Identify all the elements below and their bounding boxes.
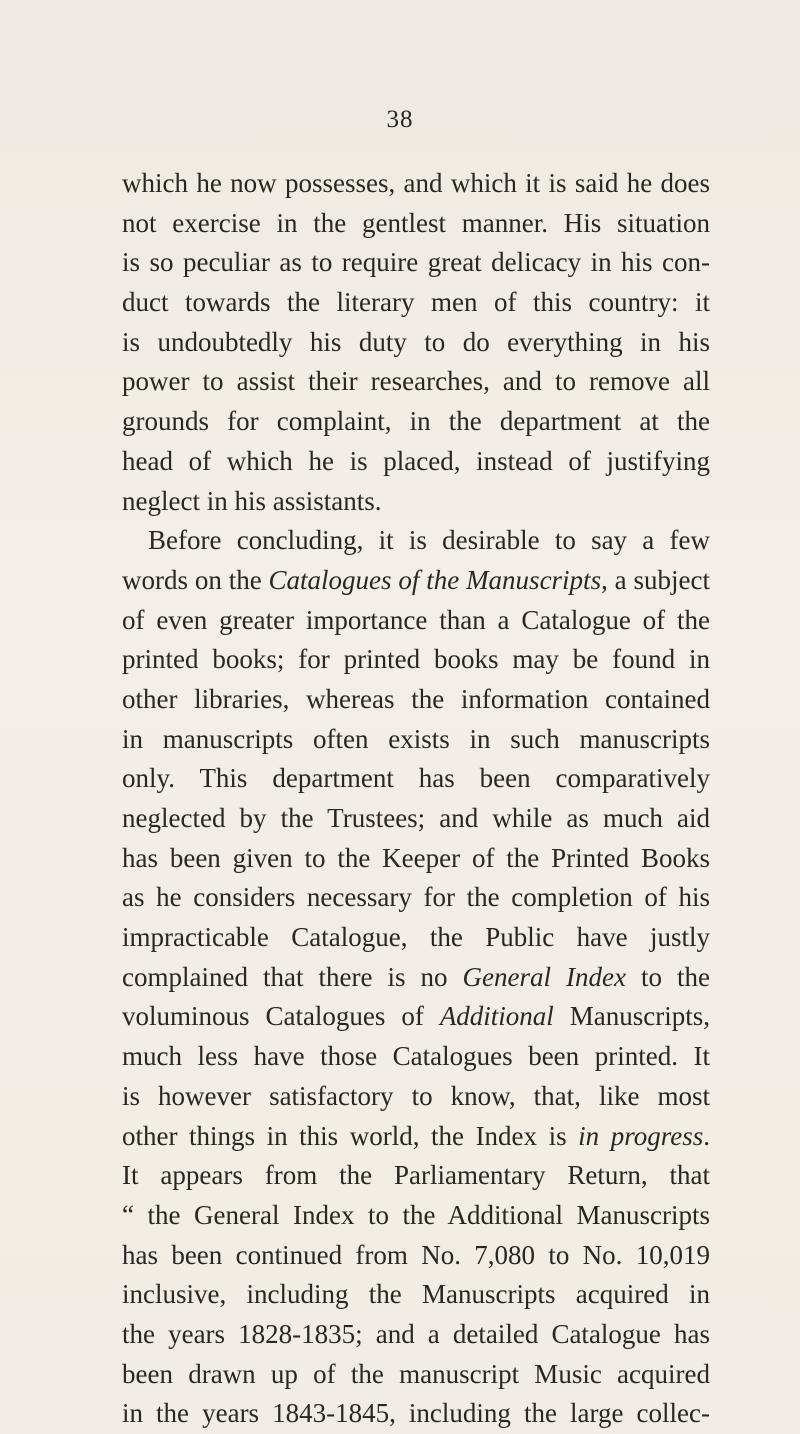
text-line: in manuscripts often exists in such manuscripts xyxy=(122,723,710,754)
text-line: head of which he is placed, instead of justifying xyxy=(122,445,710,476)
italic-segment: General Index xyxy=(462,961,626,992)
italic-segment: in progress xyxy=(578,1120,704,1151)
text-line: printed books; for printed books may be found in xyxy=(122,644,710,675)
text-segment: other things in this world, the Index is xyxy=(122,1120,579,1151)
text-line: of even greater importance than a Catalogue of the xyxy=(122,604,710,635)
text-line: power to assist their researches, and to remove all xyxy=(122,366,710,397)
text-line: been drawn up of the manuscript Music acquired xyxy=(122,1358,710,1389)
text-line: “ the General Index to the Additional Manuscripts xyxy=(122,1199,710,1230)
text-line: has been given to the Keeper of the Printed Books xyxy=(122,842,710,873)
text-segment: . xyxy=(703,1120,710,1151)
text-line: Before concluding, it is desirable to say a few xyxy=(148,525,710,556)
text-line: only. This department has been comparatively xyxy=(122,763,710,794)
text-segment: complained that there is no xyxy=(122,961,463,992)
page-number: 38 xyxy=(386,106,414,133)
text-line: grounds for complaint, in the department at the xyxy=(122,406,710,437)
text-line: is undoubtedly his duty to do everything in his xyxy=(122,326,710,357)
text-line: neglected by the Trustees; and while as much aid xyxy=(122,803,710,833)
text-segment: , a subject xyxy=(601,564,710,595)
text-segment: Manuscripts, xyxy=(553,1001,710,1032)
text-line: as he considers necessary for the completion of his xyxy=(122,882,710,913)
text-segment: voluminous Catalogues of xyxy=(122,1001,440,1032)
text-line: in the years 1843-1845, including the large collec- xyxy=(122,1398,710,1429)
text-line: impracticable Catalogue, the Public have justly xyxy=(122,922,710,953)
text-line xyxy=(122,997,710,1037)
italic-segment: Catalogues of the Manuscripts xyxy=(268,564,602,595)
text-segment: words on the xyxy=(122,564,269,595)
text-line: much less have those Catalogues been printed. It xyxy=(122,1041,710,1072)
text-line xyxy=(122,1117,710,1157)
text-line: has been continued from No. 7,080 to No. 10,019 xyxy=(122,1239,710,1270)
text-line: is so peculiar as to require great delicacy in his con- xyxy=(122,247,710,278)
text-segment: to the xyxy=(625,961,710,992)
text-line: neglect in his assistants. xyxy=(122,485,382,516)
text-line xyxy=(122,958,710,998)
text-line: It appears from the Parliamentary Return, that xyxy=(122,1160,710,1191)
body-text xyxy=(122,164,710,1434)
text-line: inclusive, including the Manuscripts acquired in xyxy=(122,1279,710,1310)
text-line xyxy=(122,561,710,601)
text-line: not exercise in the gentlest manner. His situation xyxy=(122,207,710,238)
text-line: is however satisfactory to know, that, like most xyxy=(122,1080,710,1111)
text-line: which he now possesses, and which it is said he does xyxy=(122,168,710,198)
text-line: duct towards the literary men of this country: it xyxy=(122,287,710,318)
italic-segment: Additional xyxy=(439,1001,554,1032)
text-line: the years 1828-1835; and a detailed Catalogue has xyxy=(122,1318,710,1349)
text-line: other libraries, whereas the information contained xyxy=(122,683,710,714)
